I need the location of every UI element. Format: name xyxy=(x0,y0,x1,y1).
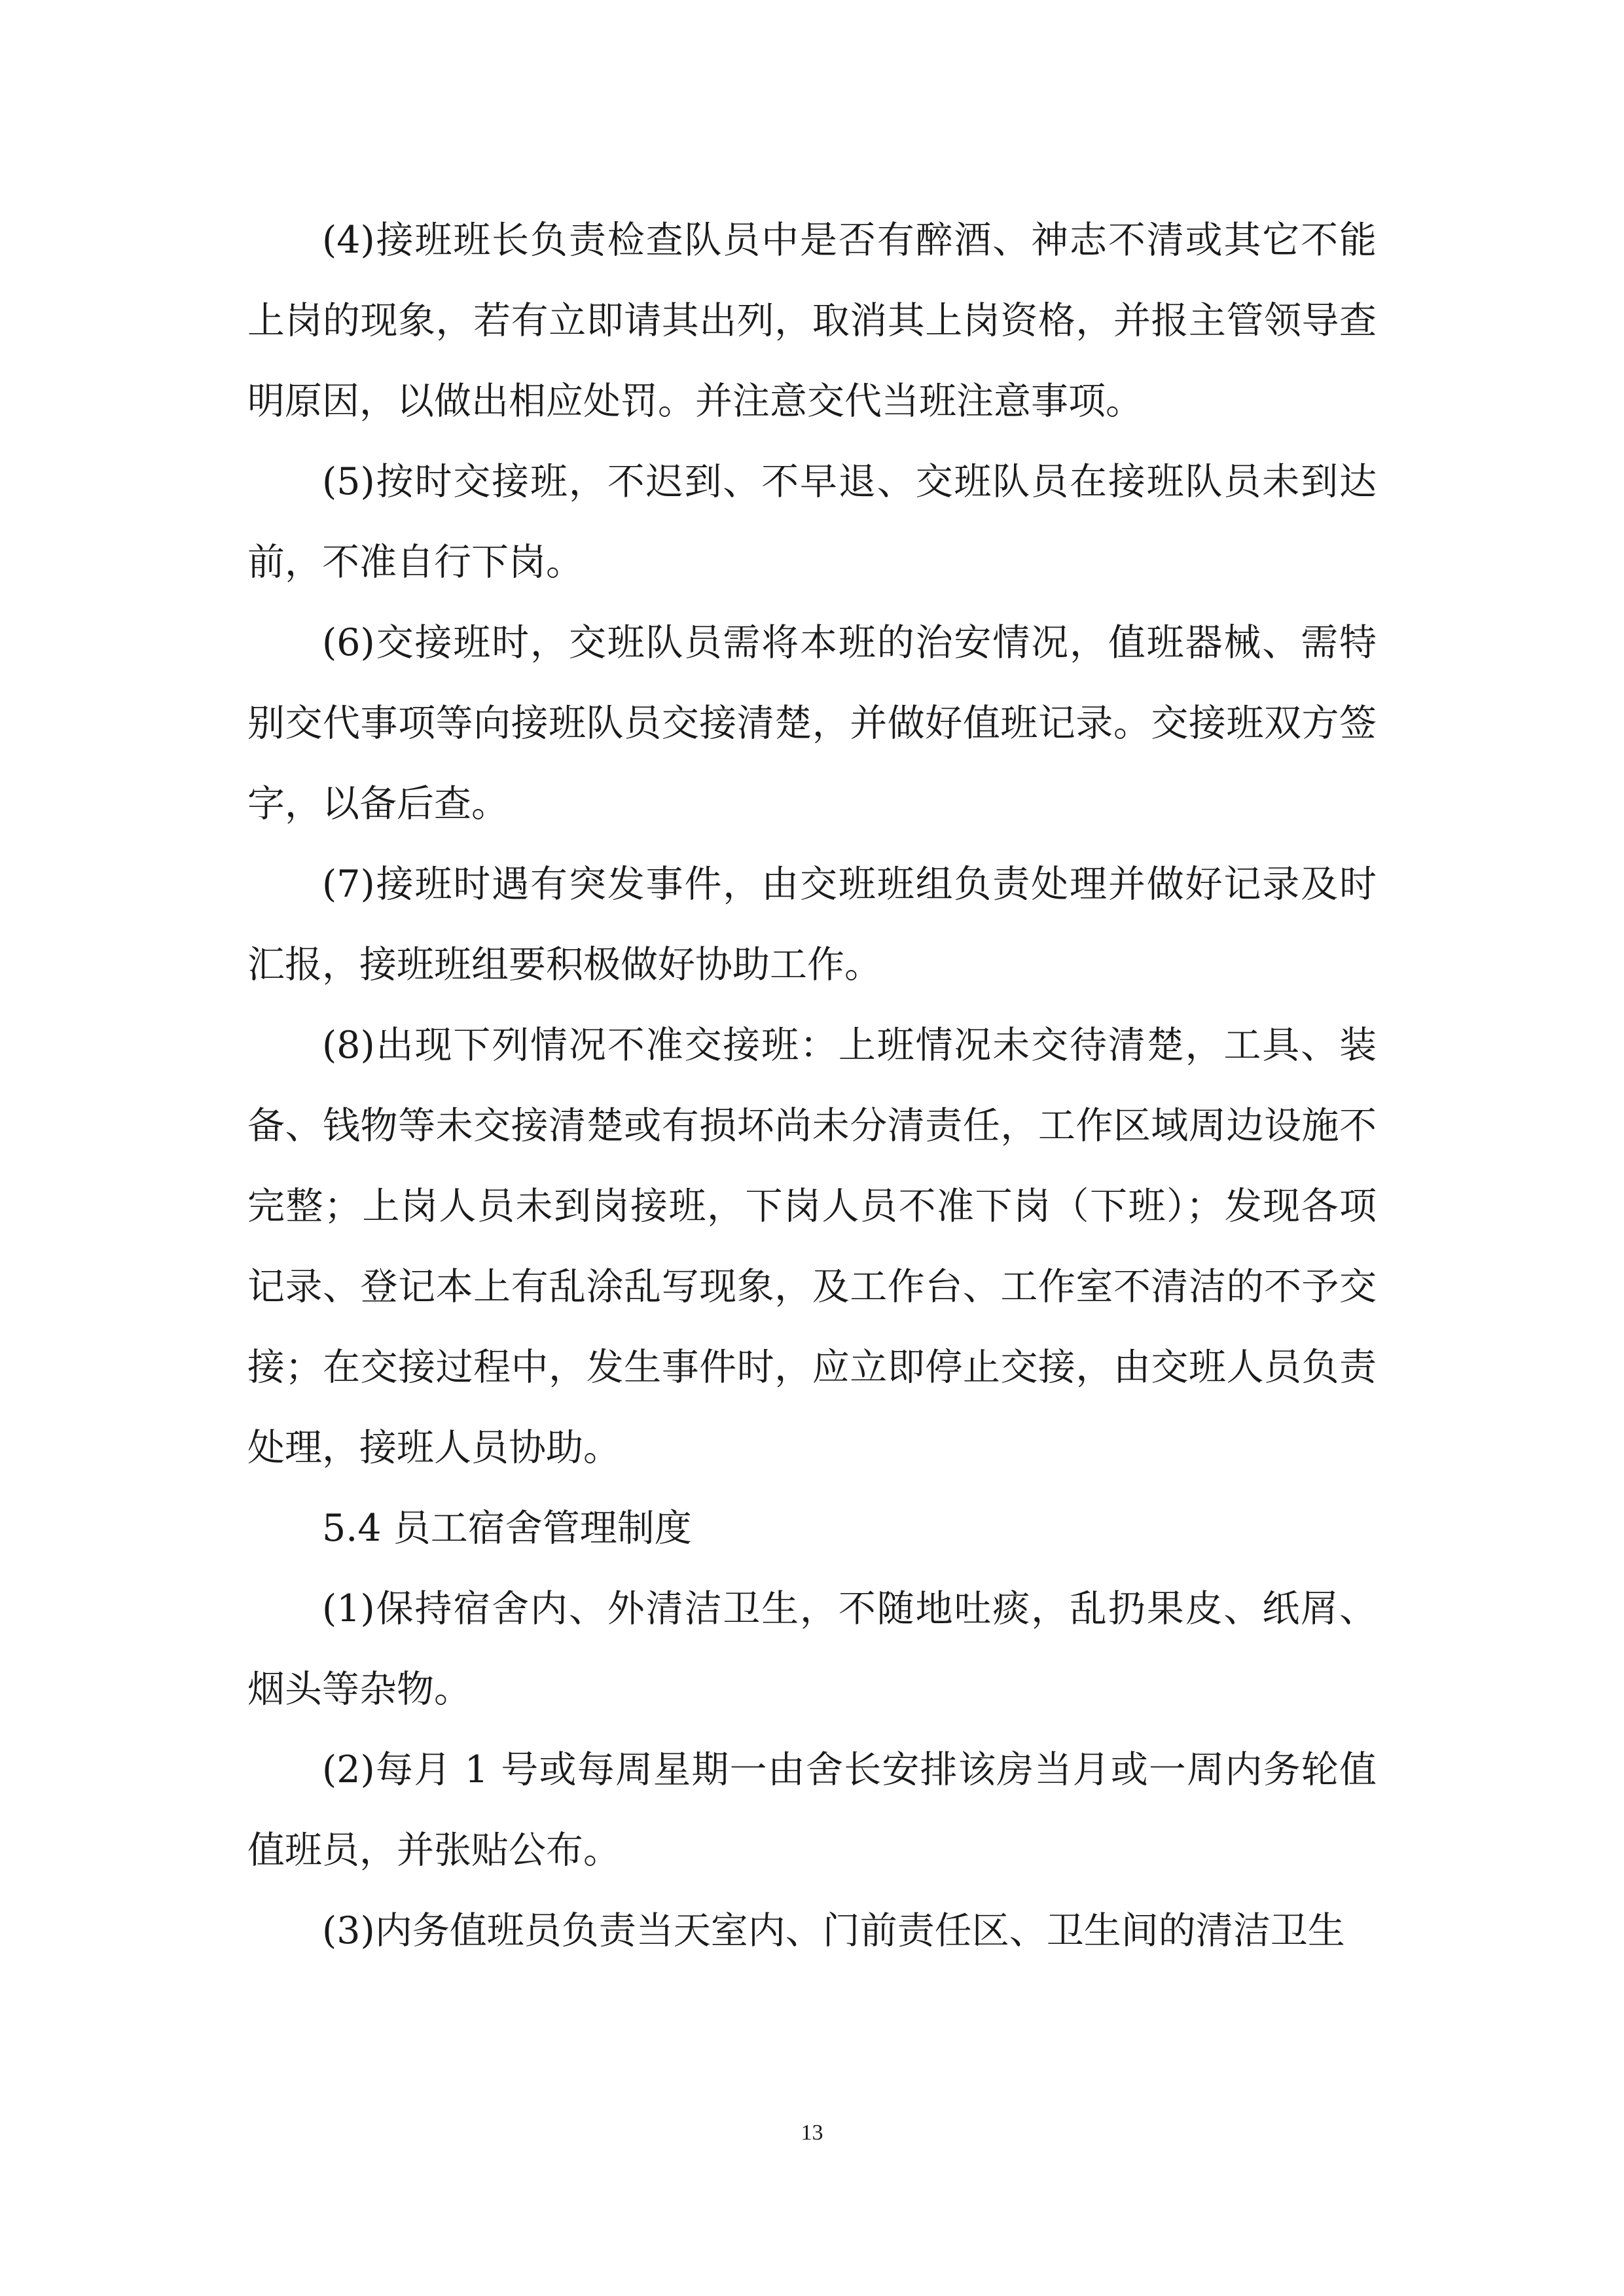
document-body xyxy=(247,200,1377,1971)
paragraph-6-handover-details: (6)交接班时，交班队员需将本班的治安情况，值班器械、需特别交代事项等向接班队员交接清楚，并做好值班记录。交接班双方签字，以备后查。 xyxy=(247,621,1377,825)
paragraph-dorm-1-cleanliness: (1)保持宿舍内、外清洁卫生，不随地吐痰，乱扔果皮、纸屑、烟头等杂物。 xyxy=(247,1587,1377,1711)
section-heading-dormitory-rules: 5.4 员工宿舍管理制度 xyxy=(322,1507,692,1550)
paragraph-dorm-3-duty-responsibilities: (3)内务值班员负责当天室内、门前责任区、卫生间的清洁卫生 xyxy=(322,1909,1345,1952)
paragraph-4-shift-leader-check: (4)接班班长负责检查队员中是否有醉酒、神志不清或其它不能上岗的现象，若有立即请其出列，取消其上岗资格，并报主管领导查明原因，以做出相应处罚。并注意交代当班注意事项。 xyxy=(247,219,1377,423)
paragraph-7-emergency-during-handover: (7)接班时遇有突发事件，由交班班组负责处理并做好记录及时汇报，接班班组要积极做好协助工作。 xyxy=(247,863,1377,986)
paragraph-dorm-2-duty-roster: (2)每月 1 号或每周星期一由舍长安排该房当月或一周内务轮值值班员，并张贴公布。 xyxy=(247,1748,1377,1872)
paragraph-5-on-time-handover: (5)按时交接班，不迟到、不早退、交班队员在接班队员未到达前，不准自行下岗。 xyxy=(247,460,1377,584)
paragraph-8-handover-prohibited-cases: (8)出现下列情况不准交接班：上班情况未交待清楚，工具、装备、钱物等未交接清楚或有损坏尚未分清责任，工作区域周边设施不完整；上岗人员未到岗接班，下岗人员不准下岗（下班）；发现各项记录、登记本上有乱涂乱写现象，及工作台、工作室不清洁的不予交接；在交接过程中，发生事件时，应立即停止交接，由交班人员负责处理，接班人员协助。 xyxy=(247,1024,1377,1469)
page-number: 13 xyxy=(801,2121,823,2145)
